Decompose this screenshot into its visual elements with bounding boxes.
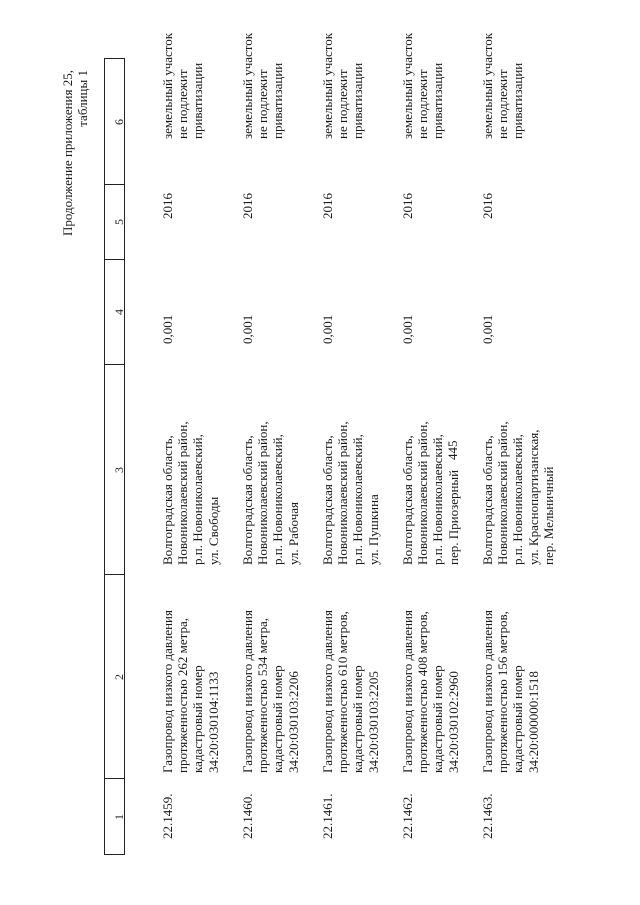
area-value: 0,001 [480, 314, 495, 344]
column-separator [104, 778, 125, 779]
row-number: 22.1461. [320, 793, 335, 839]
column-header-2: 2 [112, 674, 126, 680]
area-value: 0,001 [160, 314, 175, 344]
column-separator [104, 364, 125, 365]
area-value: 0,001 [320, 314, 335, 344]
column-separator [104, 854, 125, 855]
table-header-bottom-rule [124, 58, 125, 855]
column-header-4: 4 [112, 309, 126, 315]
continuation-note [60, 70, 90, 250]
object-description: Газопровод низкого давления протяженностью 534 метра, кадастровый номер 34:20:030103:2206 [240, 610, 301, 773]
privatization-note: земельный участок не подлежит приватизации [480, 32, 526, 139]
continuation-line-2: таблицы 1 [75, 70, 90, 127]
page-number: 445 [445, 440, 460, 460]
column-header-5: 5 [112, 219, 126, 225]
privatization-note: земельный участок не подлежит приватизации [400, 32, 446, 139]
address: Волгоградская область, Новониколаевский район, р.п. Новониколаевский, ул. Краснопартизанская, пер. Мельничный [480, 421, 556, 565]
column-header-3: 3 [112, 467, 126, 473]
address: Волгоградская область, Новониколаевский район, р.п. Новониколаевский, ул. Рабочая [240, 421, 301, 565]
object-description: Газопровод низкого давления протяженностью 156 метров, кадастровый номер 34:20:000000:1518 [480, 610, 541, 773]
column-separator [104, 184, 125, 185]
privatization-note: земельный участок не подлежит приватизации [160, 32, 206, 139]
table-top-rule [104, 58, 105, 855]
object-description: Газопровод низкого давления протяженностью 408 метров, кадастровый номер 34:20:030102:2960 [400, 610, 461, 773]
continuation-line-1: Продолжение приложения 25, [60, 70, 75, 237]
row-number: 22.1459. [160, 793, 175, 839]
area-value: 0,001 [240, 314, 255, 344]
privatization-note: земельный участок не подлежит приватизации [320, 32, 366, 139]
year-value: 2016 [160, 193, 175, 219]
object-description: Газопровод низкого давления протяженностью 610 метров, кадастровый номер 34:20:030103:2205 [320, 610, 381, 773]
column-separator [104, 259, 125, 260]
address: Волгоградская область, Новониколаевский район, р.п. Новониколаевский, ул. Свободы [160, 421, 221, 565]
column-header-6: 6 [112, 119, 126, 125]
row-number: 22.1460. [240, 793, 255, 839]
year-value: 2016 [480, 193, 495, 219]
column-separator [104, 574, 125, 575]
address: Волгоградская область, Новониколаевский район, р.п. Новониколаевский, пер. Приозерный [400, 421, 461, 565]
row-number: 22.1462. [400, 793, 415, 839]
year-value: 2016 [240, 193, 255, 219]
column-separator [104, 58, 125, 59]
area-value: 0,001 [400, 314, 415, 344]
address: Волгоградская область, Новониколаевский район, р.п. Новониколаевский, ул. Пушкина [320, 421, 381, 565]
year-value: 2016 [400, 193, 415, 219]
column-header-1: 1 [112, 814, 126, 820]
row-number: 22.1463. [480, 793, 495, 839]
privatization-note: земельный участок не подлежит приватизации [240, 32, 286, 139]
object-description: Газопровод низкого давления протяженностью 262 метра, кадастровый номер 34:20:030104:1133 [160, 610, 221, 773]
year-value: 2016 [320, 193, 335, 219]
